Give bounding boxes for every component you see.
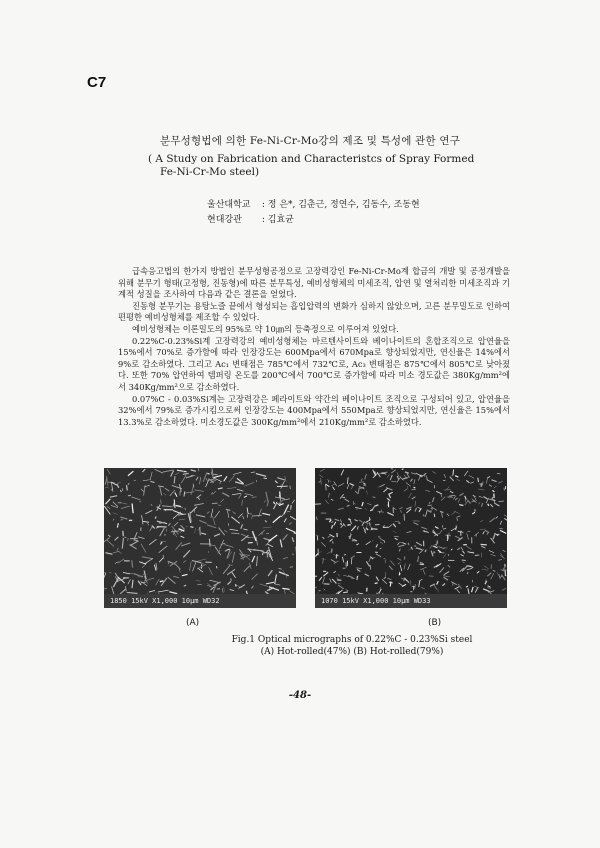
panel-label-a: (A)	[186, 618, 200, 628]
author-row	[207, 198, 420, 213]
micrograph-a-scalebar: 1850 15kV X1,000 10μm WD32	[104, 594, 296, 608]
micrograph-a	[104, 468, 296, 608]
title-block	[148, 133, 548, 178]
section-code: C7	[87, 74, 107, 91]
paragraph: 급속응고법의 한가지 방법인 분무성형공정으로 고장력강인 Fe-Ni-Cr-Mo계 합금의 개발 및 공정개발을 위해 분무기 형태(고정형, 진동형)에 따른 분무특성, 예비성형체의 미세조직, 압연 및 열처리한 미세조직과 기계적 성질을 조사하여 다음과 같은 결론을 얻었다.	[118, 266, 510, 300]
figure-caption	[212, 634, 492, 658]
affiliation: 현대강관	[207, 215, 242, 225]
paragraph: 0.22%C-0.23%Si계 고장력강의 예비성형체는 마르텐사이트와 베이나이트의 혼합조직으로 압연율을 15%에서 70%로 증가함에 따라 인장강도는 600Mpa에서 670Mpa로 향상되었지만, 연신율은 14%에서 9%로 감소하였다. 그리고 Ac₁ 변태점은 785℃에서 732℃로, Ac₃ 변태점은 875℃에서 805℃로 낮아졌다. 또한 70% 압연하여 템퍼링 온도를 200℃에서 700℃로 증가함에 따라 미소 경도값은 380Kg/mm²에서 340Kg/mm²으로 감소하였다.	[118, 335, 510, 392]
author-list	[207, 198, 420, 228]
affiliation: 울산대학교	[207, 200, 251, 210]
author-names: : 정 은*, 김춘근, 정연수, 김동수, 조동현	[261, 200, 420, 210]
micrograph-a-texture	[104, 468, 296, 594]
paragraph: 진동형 분무기는 용탕노즐 끝에서 형성되는 흡입압력의 변화가 심하지 않았으며, 고른 분무밀도로 인하여 편평한 예비성형체를 제조할 수 있었다.	[118, 300, 510, 323]
page-number: -48-	[288, 690, 312, 701]
title-english-line1: ( A Study on Fabrication and Characteristcs of Spray Formed	[148, 153, 475, 165]
micrograph-b	[315, 468, 507, 608]
panel-label-b: (B)	[428, 618, 442, 628]
title-korean: 분무성형법에 의한 Fe-Ni-Cr-Mo강의 제조 및 특성에 관한 연구	[160, 135, 461, 147]
abstract-body	[118, 266, 510, 428]
author-row	[207, 213, 420, 228]
caption-line2: (A) Hot-rolled(47%) (B) Hot-rolled(79%)	[260, 647, 444, 657]
micrograph-b-scalebar: 1070 15kV X1,000 10μm WD33	[315, 594, 507, 608]
paragraph: 예비성형체는 이론밀도의 95%로 약 10㎛의 등축정으로 이루어져 있었다.	[132, 323, 399, 334]
author-names: : 김효균	[261, 215, 294, 225]
caption-line1: Fig.1 Optical micrographs of 0.22%C - 0.23%Si steel	[231, 635, 473, 645]
title-english-line2: Fe-Ni-Cr-Mo steel)	[160, 166, 260, 178]
paragraph: 0.07%C - 0.03%Si계는 고장력강은 페라이트와 약간의 베이나이트 조직으로 구성되어 있고, 압연율을 32%에서 79%로 증가시킴으로써 인장강도는 400Mpa에서 550Mpa로 향상되었지만, 연신율은 15%에서 13.3%로 감소하였다. 미소경도값은 300Kg/mm²에서 210Kg/mm²로 감소하였다.	[118, 393, 510, 427]
micrograph-b-texture	[315, 468, 507, 594]
